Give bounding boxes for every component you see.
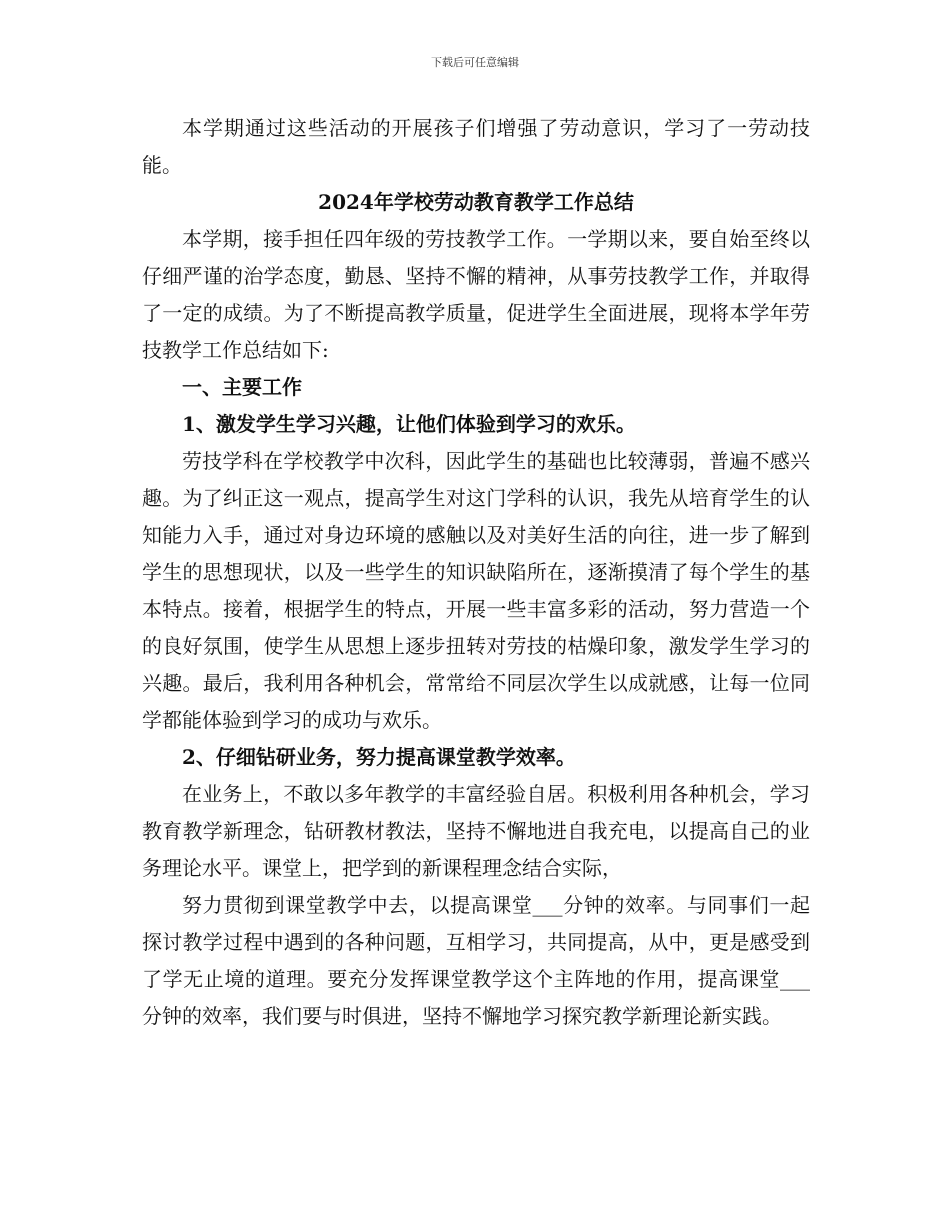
subheading-efficiency: 2、仔细钻研业务，努力提高课堂教学效率。 bbox=[182, 745, 576, 769]
paragraph-business: 在业务上，不敢以多年教学的丰富经验自居。积极利用各种机会，学习教育教学新理念，钻研教材教法，坚持不懈地进自我充电，以提高自己的业务理论水平。课堂上，把学到的新课程理念结合实际， bbox=[142, 782, 810, 880]
section-heading-main-work: 一、主要工作 bbox=[182, 375, 302, 399]
page-header: 下载后可任意编辑 bbox=[431, 56, 519, 69]
document-title: 2024年学校劳动教育教学工作总结 bbox=[318, 190, 634, 214]
document-body bbox=[142, 110, 810, 1035]
paragraph-classroom: 努力贯彻到课堂教学中去，以提高课堂___分钟的效率。与同事们一起探讨教学过程中遇到的各种问题，互相学习，共同提高，从中，更是感受到了学无止境的道理。要充分发挥课堂教学这个主阵地的作用，提高课堂___分钟的效率，我们要与时俱进，坚持不懈地学习探究教学新理论新实践。 bbox=[142, 893, 810, 1028]
paragraph-intro: 本学期通过这些活动的开展孩子们增强了劳动意识，学习了一劳动技能。 bbox=[142, 116, 810, 177]
paragraph-overview: 本学期，接手担任四年级的劳技教学工作。一学期以来，要自始至终以仔细严谨的治学态度，勤恳、坚持不懈的精神，从事劳技教学工作，并取得了一定的成绩。为了不断提高教学质量，促进学生全面进展，现将本学年劳技教学工作总结如下: bbox=[142, 227, 810, 362]
subheading-interest: 1、激发学生学习兴趣，让他们体验到学习的欢乐。 bbox=[182, 412, 636, 436]
paragraph-interest: 劳技学科在学校教学中次科，因此学生的基础也比较薄弱，普遍不感兴趣。为了纠正这一观点，提高学生对这门学科的认识，我先从培育学生的认知能力入手，通过对身边环境的感触以及对美好生活的向往，进一步了解到学生的思想现状，以及一些学生的知识缺陷所在，逐渐摸清了每个学生的基本特点。接着，根据学生的特点，开展一些丰富多彩的活动，努力营造一个的良好氛围，使学生从思想上逐步扭转对劳技的枯燥印象，激发学生学习的兴趣。最后，我利用各种机会，常常给不同层次学生以成就感，让每一位同学都能体验到学习的成功与欢乐。 bbox=[142, 449, 810, 732]
